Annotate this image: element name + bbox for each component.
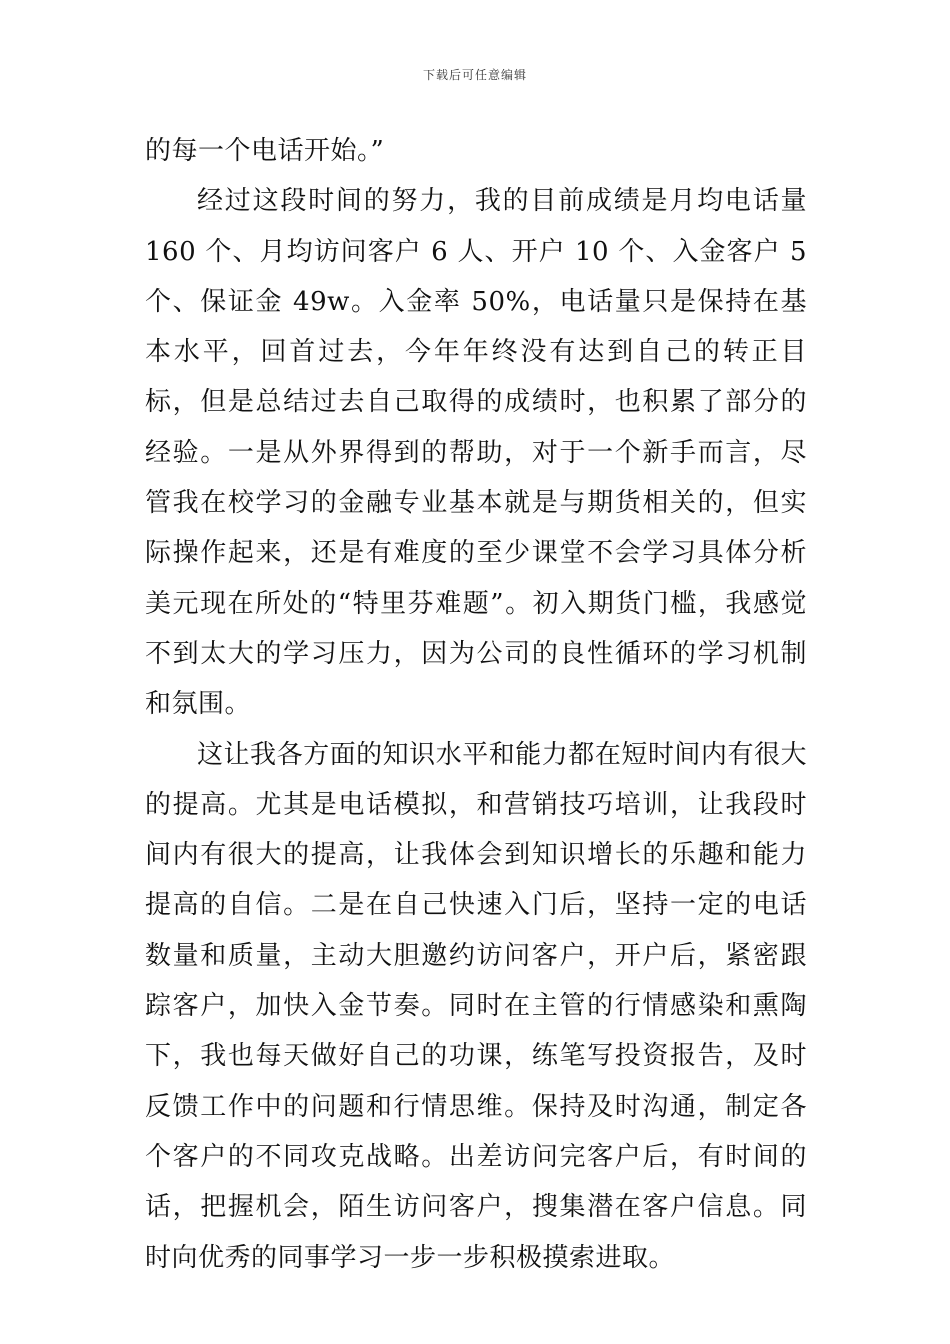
document-body [145,126,807,1283]
paragraph: 的每一个电话开始。” [145,136,385,166]
page-header-note: 下载后可任意编辑 [422,68,527,82]
paragraph: 这让我各方面的知识水平和能力都在短时间内有很大的提高。尤其是电话模拟，和营销技巧培训，让我段时间内有很大的提高，让我体会到知识增长的乐趣和能力提高的自信。二是在自己快速入门后，坚持一定的电话数量和质量，主动大胆邀约访问客户，开户后，紧密跟踪客户，加快入金节奏。同时在主管的行情感染和熏陶下，我也每天做好自己的功课，练笔写投资报告，及时反馈工作中的问题和行情思维。保持及时沟通，制定各个客户的不同攻克战略。出差访问完客户后，有时间的话，把握机会，陌生访问客户，搜集潜在客户信息。同时向优秀的同事学习一步一步积极摸索进取。 [145,739,807,1273]
paragraph: 经过这段时间的努力，我的目前成绩是月均电话量 160 个、月均访问客户 6 人、开户 10 个、入金客户 5 个、保证金 49w。入金率 50%，电话量只是保持在基本水平，回首过去，今年年终没有达到自己的转正目标，但是总结过去自己取得的成绩时，也积累了部分的经验。一是从外界得到的帮助，对于一个新手而言，尽管我在校学习的金融专业基本就是与期货相关的，但实际操作起来，还是有难度的至少课堂不会学习具体分析美元现在所处的“特里芬难题”。初入期货门槛，我感觉不到太大的学习压力，因为公司的良性循环的学习机制和氛围。 [145,186,807,720]
